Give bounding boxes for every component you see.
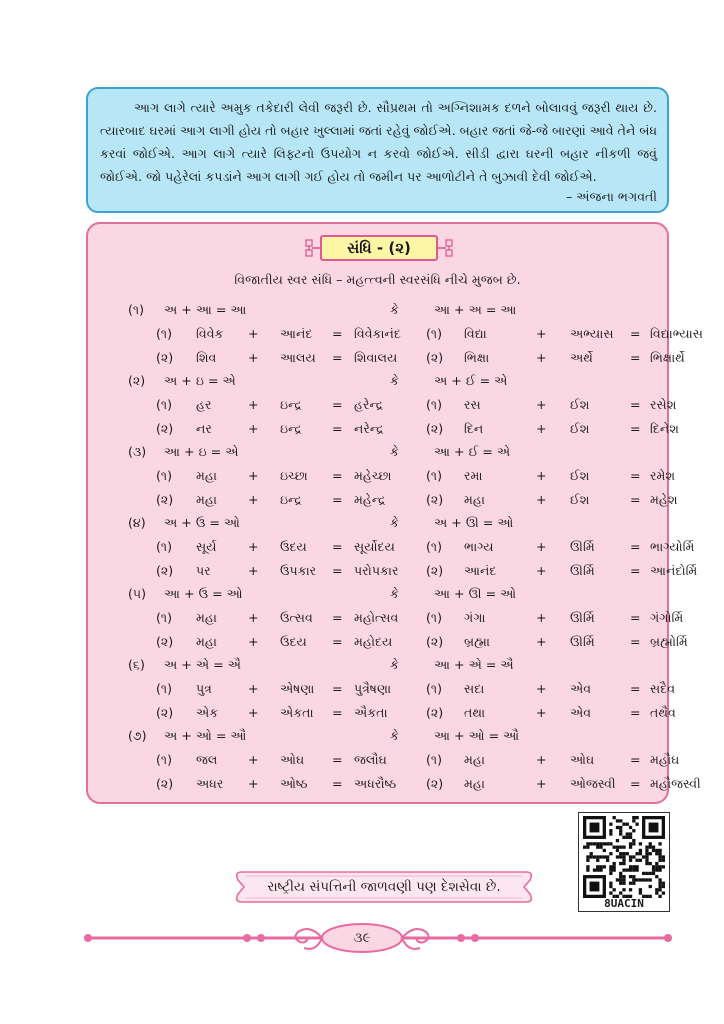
example-cell: = [630, 468, 641, 483]
example-cell: વિવેક [196, 326, 224, 341]
example-cell: પુત્ર [196, 681, 212, 696]
example-cell: + [536, 350, 547, 365]
example-cell: ઈશ [570, 421, 590, 436]
section-title: સંધિ - (૨) [320, 235, 438, 261]
example-cell: = [630, 752, 641, 767]
example-cell: શિવ [196, 350, 217, 365]
example-cell: ઈશ [570, 468, 590, 483]
example-cell: વિવેકાનંદ [354, 326, 401, 341]
example-cell: + [248, 539, 259, 554]
example-cell: + [536, 326, 547, 341]
example-cell: મહા [464, 752, 485, 767]
example-cell: ગંગા [464, 610, 486, 625]
example-cell: જલ [196, 752, 218, 767]
example-cell: રમા [464, 468, 483, 483]
example-cell: ઉદય [280, 539, 307, 554]
motto-banner [228, 866, 540, 908]
example-cell: ઊર્મિ [570, 634, 595, 649]
example-cell: એવ [570, 681, 592, 696]
example-cell: મહેચ્છા [354, 468, 392, 483]
or-word: કે [390, 515, 399, 530]
example-cell: (૨) [426, 634, 444, 649]
example-cell: = [630, 610, 641, 625]
example-cell: (૨) [156, 776, 174, 791]
example-cell: = [332, 705, 343, 720]
example-cell: (૧) [426, 468, 442, 483]
example-cell: + [248, 492, 259, 507]
example-cell: પુત્રૈષણા [354, 681, 392, 696]
example-cell: આલય [280, 350, 316, 365]
example-cell: બ્રહ્મોર્મિ [650, 634, 688, 649]
rule-formula-alt: આ + એ = ઐ [434, 657, 514, 672]
example-cell: મહોદય [354, 634, 393, 649]
example-cell: (૧) [156, 397, 172, 412]
example-cell: ઊર્મિ [570, 539, 595, 554]
example-cell: ઇન્દ્ર [280, 397, 302, 412]
example-cell: એષણા [280, 681, 315, 696]
example-cell: દિન [464, 421, 484, 436]
example-cell: = [630, 634, 641, 649]
example-cell: = [332, 776, 343, 791]
example-cell: આનંદ [280, 326, 313, 341]
rule-number: (૪) [128, 515, 146, 530]
example-cell: + [536, 610, 547, 625]
example-cell: = [630, 563, 641, 578]
rule-formula: અ + આ = આ [164, 302, 247, 317]
example-cell: + [248, 326, 259, 341]
example-cell: ઐકતા [354, 705, 388, 720]
example-cell: ઇન્દ્ર [280, 492, 302, 507]
rule-formula: આ + ઇ = એ [164, 444, 239, 459]
example-cell: પરોપકાર [354, 563, 399, 578]
example-cell: + [536, 681, 547, 696]
rule-formula: આ + ઉ = ઓ [164, 586, 243, 601]
example-cell: ભિક્ષા [464, 350, 490, 365]
example-cell: = [332, 610, 343, 625]
rule-formula-alt: આ + ઓ = ઔ [434, 728, 520, 743]
example-cell: (૨) [156, 421, 174, 436]
example-cell: = [630, 326, 641, 341]
example-cell: ભાગ્ય [464, 539, 494, 554]
example-cell: ભાગ્યોર્મિ [650, 539, 695, 554]
motto-text: રાષ્ટ્રીય સંપત્તિની જાળવણી પણ દેશસેવા છે. [267, 879, 501, 895]
rule-number: (૭) [128, 728, 147, 743]
title-ornament-left-icon [304, 234, 320, 262]
example-cell: + [536, 634, 547, 649]
rule-number: (૨) [128, 373, 146, 388]
or-word: કે [390, 728, 399, 743]
example-cell: ઊર્મિ [570, 563, 595, 578]
example-cell: મહા [196, 492, 217, 507]
example-cell: = [630, 681, 641, 696]
rule-number: (૩) [128, 444, 147, 459]
example-cell: (૨) [426, 421, 444, 436]
example-cell: + [536, 705, 547, 720]
example-cell: = [332, 397, 343, 412]
example-cell: રમેશ [650, 468, 676, 483]
info-box [86, 87, 669, 213]
example-cell: એકતા [280, 705, 314, 720]
example-cell: મહેન્દ્ર [354, 492, 386, 507]
example-cell: + [248, 776, 259, 791]
example-cell: હર [196, 397, 212, 412]
example-cell: (૨) [156, 492, 174, 507]
or-word: કે [390, 586, 399, 601]
example-cell: વિદ્યાભ્યાસ [650, 326, 703, 341]
example-cell: મહા [196, 468, 217, 483]
example-cell: = [332, 326, 343, 341]
example-cell: + [248, 634, 259, 649]
rule-formula: અ + ઉ = ઓ [164, 515, 240, 530]
example-cell: મહૌજસ્વી [650, 776, 701, 791]
example-cell: એવ [570, 705, 592, 720]
example-cell: (૨) [426, 492, 444, 507]
example-cell: ઇન્દ્ર [280, 421, 302, 436]
example-cell: સૂર્ય [196, 539, 217, 554]
example-cell: (૨) [156, 705, 174, 720]
info-text: આગ લાગે ત્યારે અમુક તકેદારી લેવી જરૂરી છે. સૌપ્રથમ તો અગ્નિશામક દળને બોલાવવું જરૂરી થાય છે. ત્યારબાદ ઘરમાં આગ લાગી હોય તો બહાર ખુલ્લામાં જતાં રહેવું જોઈએ. બહાર જતાં જે-જે બારણાં આવે તેને બંધ કરવાં જોઈએ. આગ લાગે ત્યારે લિફ્ટનો ઉપયોગ ન કરવો જોઈએ. સીડી દ્વારા ઘરની બહાર નીકળી જવું જોઈએ. જો પહેરેલાં કપડાંને આગ લાગી ગઈ હોય તો જમીન પર આળોટીને તે બુઝાવી દેવી જોઈએ. [100, 100, 658, 184]
qr-code[interactable] [578, 812, 670, 912]
example-cell: + [248, 468, 259, 483]
title-ornament-right-icon [438, 234, 454, 262]
qr-code-text: 8UACIN [604, 897, 644, 910]
example-cell: અધરૌષ્ઠ [354, 776, 397, 791]
example-cell: + [536, 468, 547, 483]
example-cell: + [248, 350, 259, 365]
example-cell: મહા [196, 610, 217, 625]
example-cell: (૧) [426, 397, 442, 412]
example-cell: + [536, 397, 547, 412]
example-cell: ઊર્મિ [570, 610, 595, 625]
example-cell: તથૈવ [650, 705, 676, 720]
example-cell: = [332, 350, 343, 365]
example-cell: હરેન્દ્ર [354, 397, 384, 412]
example-cell: સદૈવ [650, 681, 676, 696]
example-cell: આનંદોર્મિ [650, 563, 698, 578]
example-cell: એક [196, 705, 219, 720]
example-cell: = [630, 776, 641, 791]
example-cell: સૂર્યોદય [354, 539, 395, 554]
example-cell: નર [196, 421, 212, 436]
example-cell: ભિક્ષાર્થે [650, 350, 685, 365]
example-cell: (૧) [426, 326, 442, 341]
example-cell: = [332, 752, 343, 767]
example-cell: અર્થે [570, 350, 593, 365]
rule-formula-alt: આ + ઈ = એ [434, 444, 511, 459]
example-cell: સદા [464, 681, 485, 696]
example-cell: ગંગોર્મિ [650, 610, 684, 625]
example-cell: આનંદ [464, 563, 497, 578]
example-cell: = [630, 705, 641, 720]
example-cell: = [630, 397, 641, 412]
example-cell: તથા [464, 705, 486, 720]
example-cell: + [536, 539, 547, 554]
rule-number: (૬) [128, 657, 145, 672]
example-cell: મહોત્સવ [354, 610, 399, 625]
example-cell: + [536, 421, 547, 436]
example-cell: મહેશ [650, 492, 678, 507]
rule-formula-alt: અ + ઈ = એ [434, 373, 508, 388]
example-cell: (૨) [426, 350, 444, 365]
example-cell: (૨) [426, 776, 444, 791]
rule-formula-alt: અ + ઊ = ઓ [434, 515, 514, 530]
example-cell: પર [196, 563, 211, 578]
example-cell: રસ [464, 397, 481, 412]
example-cell: (૧) [426, 539, 442, 554]
example-cell: ઉત્સવ [280, 610, 313, 625]
example-cell: જલૌઘ [354, 752, 387, 767]
example-cell: = [332, 421, 343, 436]
example-cell: = [332, 468, 343, 483]
example-cell: (૧) [426, 752, 442, 767]
example-cell: (૧) [156, 468, 172, 483]
example-cell: મહા [464, 492, 485, 507]
or-word: કે [390, 444, 399, 459]
example-cell: ઈશ [570, 492, 590, 507]
example-cell: = [332, 563, 343, 578]
example-cell: મહા [464, 776, 485, 791]
example-cell: + [248, 752, 259, 767]
info-paragraph [100, 96, 657, 188]
page-number: ૩૯ [353, 930, 371, 946]
example-cell: દિનેશ [650, 421, 679, 436]
example-cell: = [630, 350, 641, 365]
example-cell: (૧) [156, 326, 172, 341]
rule-formula-alt: આ + અ = આ [434, 302, 517, 317]
example-cell: + [248, 563, 259, 578]
example-cell: ઓજસ્વી [570, 776, 616, 791]
example-cell: રસેશ [650, 397, 677, 412]
example-cell: ઓઘ [280, 752, 305, 767]
example-cell: (૧) [426, 681, 442, 696]
rule-formula-alt: આ + ઊ = ઓ [434, 586, 517, 601]
example-cell: મહૌઘ [650, 752, 680, 767]
example-cell: ઉપકાર [280, 563, 317, 578]
example-cell: = [332, 539, 343, 554]
example-cell: (૧) [156, 610, 172, 625]
example-cell: ઇચ્છા [280, 468, 308, 483]
rule-number: (૫) [128, 586, 147, 601]
example-cell: (૧) [156, 752, 172, 767]
example-cell: + [248, 705, 259, 720]
example-cell: ઉદય [280, 634, 307, 649]
example-cell: (૨) [426, 563, 444, 578]
example-cell: ઓષ્ઠ [280, 776, 308, 791]
example-cell: = [630, 539, 641, 554]
example-cell: + [248, 610, 259, 625]
example-cell: + [248, 397, 259, 412]
example-cell: + [536, 776, 547, 791]
section-intro: વિજાતીય સ્વર સંધિ – મહત્ત્વની સ્વરસંધિ નીચે મુજબ છે. [234, 272, 521, 287]
qr-pattern-icon [583, 816, 665, 898]
example-cell: + [248, 681, 259, 696]
example-cell: મહા [196, 634, 217, 649]
example-cell: (૨) [426, 705, 444, 720]
example-cell: = [332, 634, 343, 649]
or-word: કે [390, 302, 399, 317]
example-cell: = [332, 492, 343, 507]
info-author: – અંજના ભગવતી [565, 189, 657, 204]
example-cell: અધર [196, 776, 224, 791]
example-cell: + [536, 752, 547, 767]
example-cell: (૨) [156, 634, 174, 649]
example-cell: (૨) [156, 563, 174, 578]
example-cell: વિદ્યા [464, 326, 487, 341]
example-cell: ઈશ [570, 397, 590, 412]
example-cell: (૧) [426, 610, 442, 625]
example-cell: (૨) [156, 350, 174, 365]
example-cell: (૧) [156, 681, 172, 696]
example-cell: ઓઘ [570, 752, 595, 767]
example-cell: = [630, 492, 641, 507]
example-cell: (૧) [156, 539, 172, 554]
rule-number: (૧) [128, 302, 144, 317]
rule-formula: અ + એ = ઐ [164, 657, 241, 672]
section-title-wrap [304, 232, 454, 264]
rule-formula: અ + ઓ = ઔ [164, 728, 247, 743]
example-cell: નરેન્દ્ર [354, 421, 384, 436]
example-cell: બ્રહ્મા [464, 634, 490, 649]
example-cell: + [536, 563, 547, 578]
example-cell: + [536, 492, 547, 507]
example-cell: અભ્યાસ [570, 326, 614, 341]
or-word: કે [390, 657, 399, 672]
rule-formula: અ + ઇ = એ [164, 373, 236, 388]
example-cell: + [248, 421, 259, 436]
example-cell: શિવાલય [354, 350, 398, 365]
or-word: કે [390, 373, 399, 388]
example-cell: = [630, 421, 641, 436]
example-cell: = [332, 681, 343, 696]
sandhi-section [86, 222, 703, 804]
